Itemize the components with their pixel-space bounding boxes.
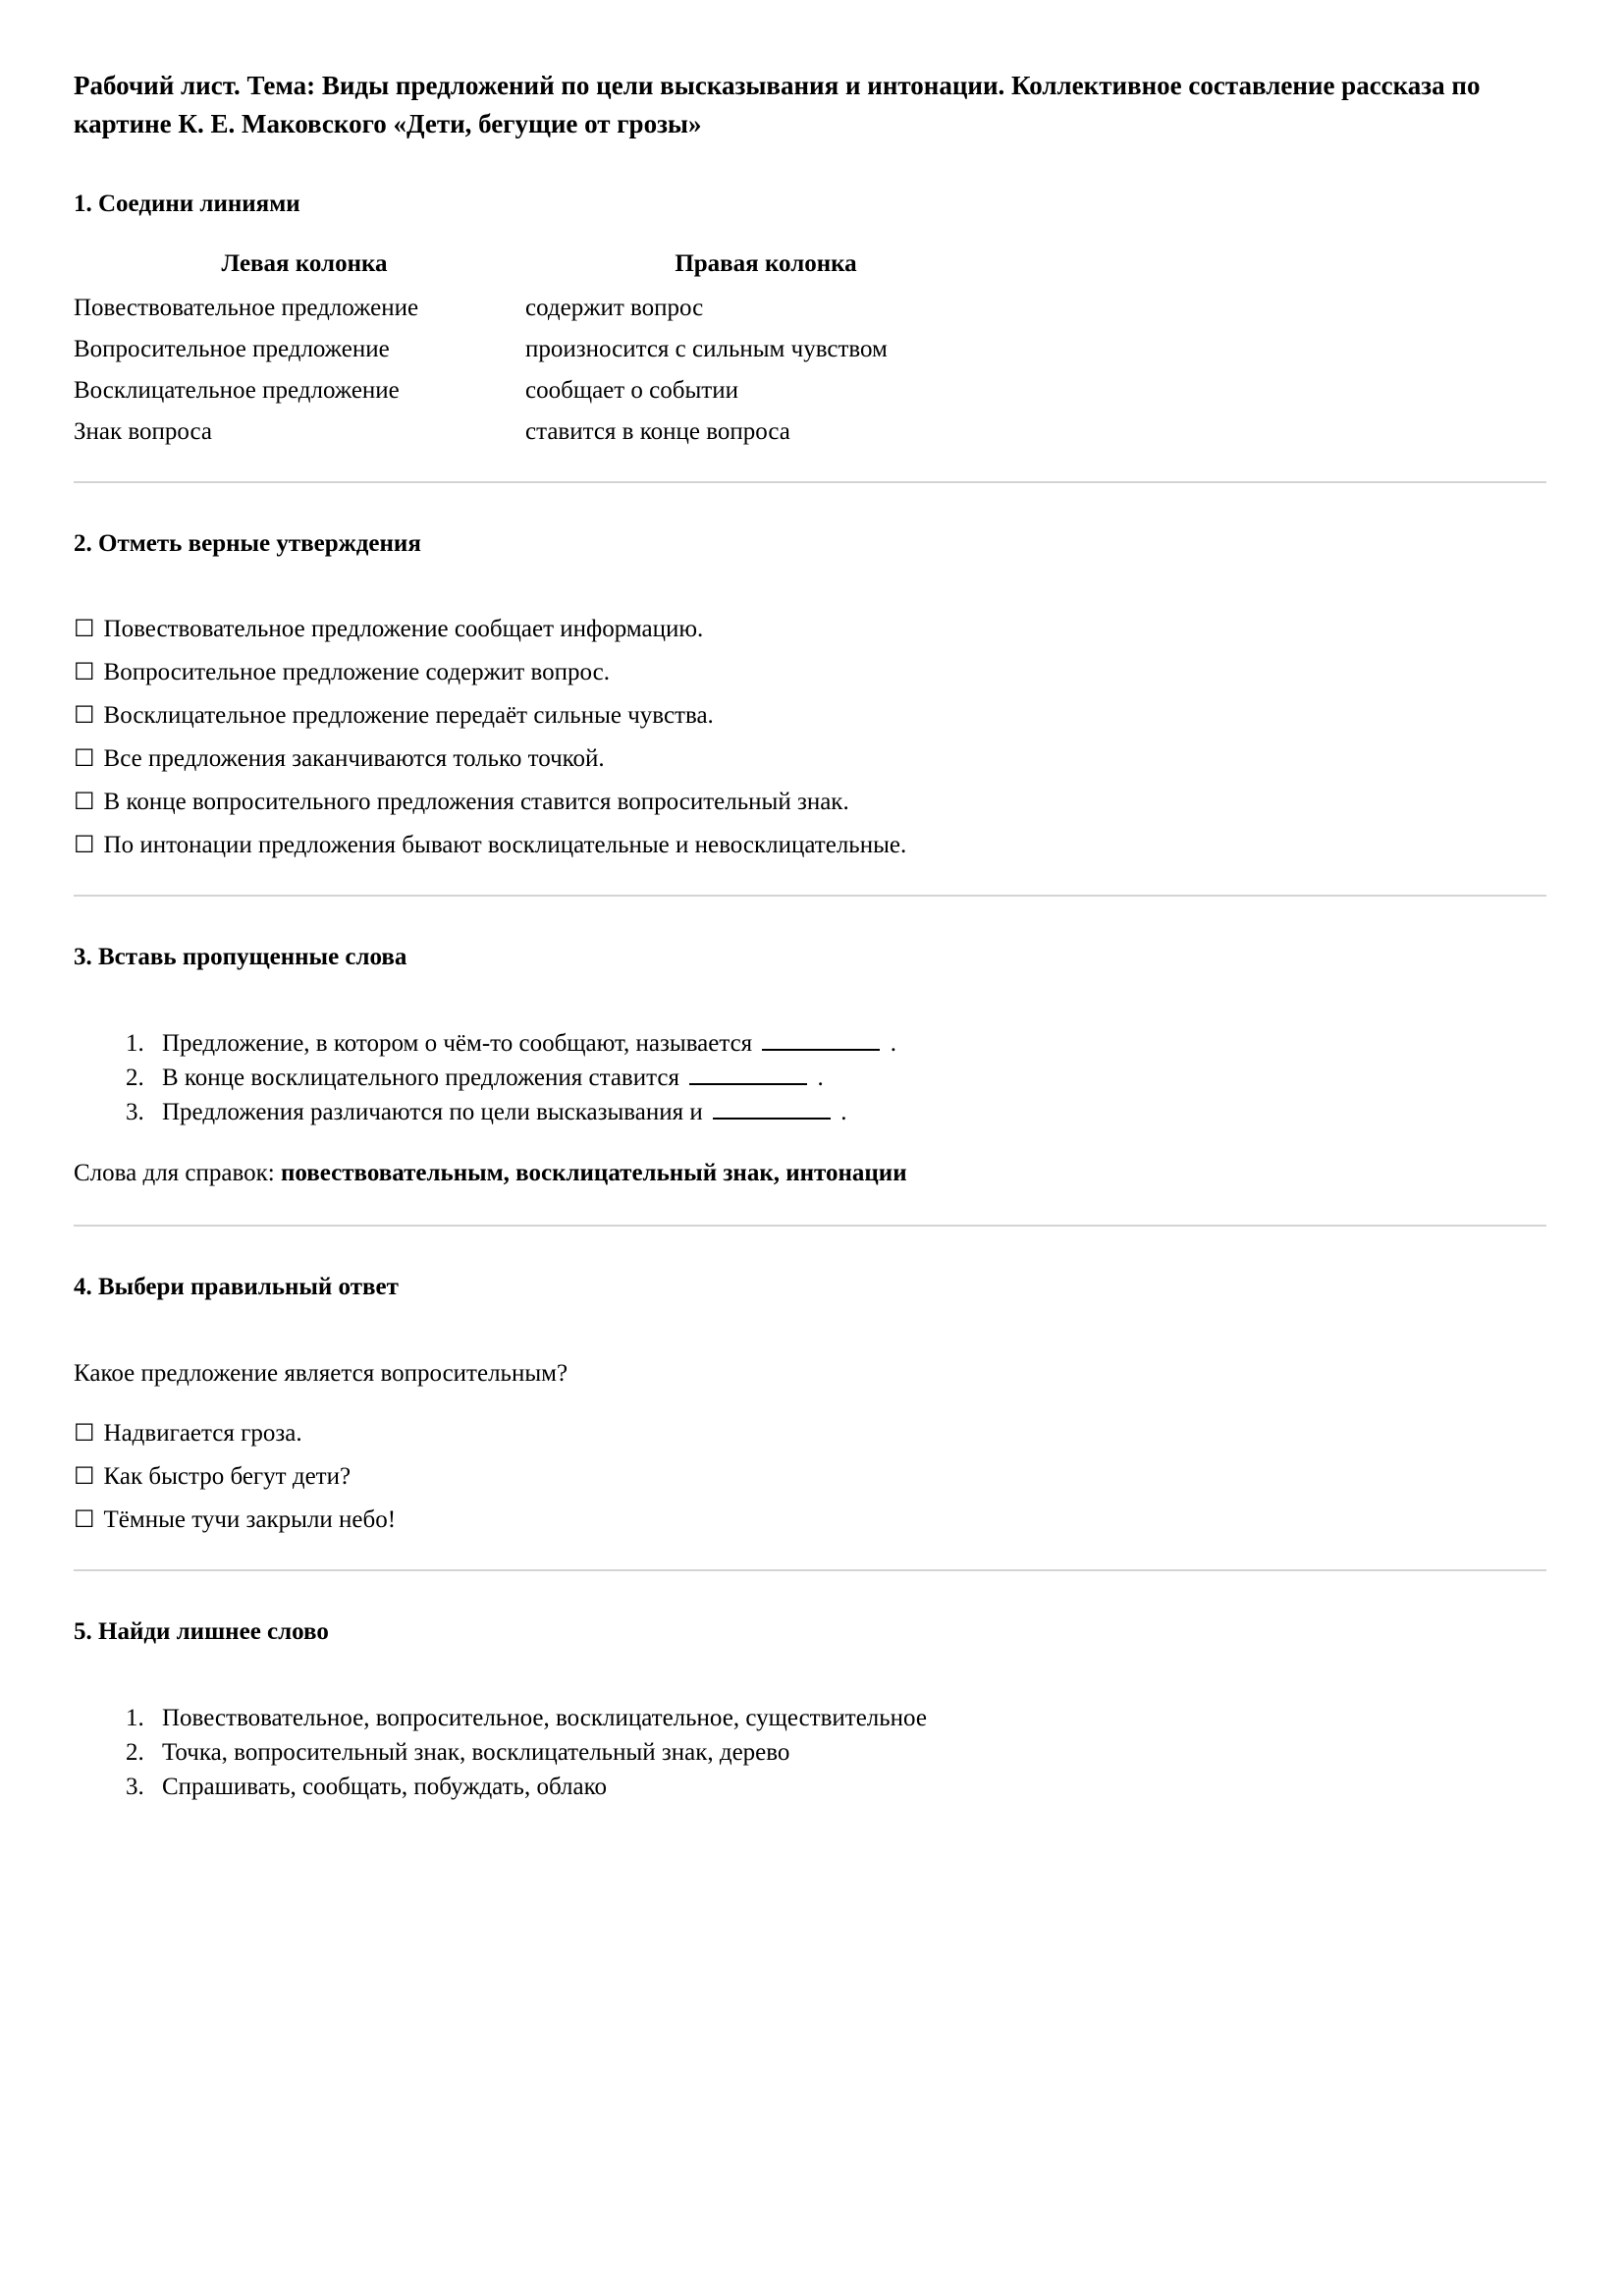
- section-4-heading: 4. Выбери правильный ответ: [74, 1273, 399, 1300]
- table-row[interactable]: [74, 296, 1549, 320]
- option-label: Надвигается гроза.: [103, 1420, 302, 1448]
- list-item[interactable]: 3. Спрашивать, сообщать, побуждать, облако: [150, 1775, 1549, 1799]
- blank-sentence-before: В конце восклицательного предложения ставится: [162, 1064, 679, 1091]
- column-header-left: Левая колонка: [221, 249, 388, 277]
- section-divider: [74, 1225, 1546, 1227]
- list-item: [150, 1066, 1549, 1090]
- matching-table: [74, 250, 1549, 444]
- list-item[interactable]: [74, 790, 1549, 814]
- statement-label: Вопросительное предложение содержит вопрос.: [103, 659, 610, 686]
- table-row[interactable]: [74, 378, 1549, 403]
- blank-sentence-after: .: [840, 1098, 847, 1125]
- list-item[interactable]: 2. Точка, вопросительный знак, восклицательный знак, дерево: [150, 1740, 1549, 1765]
- match-right-item[interactable]: сообщает о событии: [525, 376, 738, 404]
- section-3-fill-in-blanks: [74, 942, 1549, 1187]
- reference-words-label: Слова для справок:: [74, 1159, 275, 1186]
- list-item[interactable]: [74, 617, 1549, 641]
- checkbox-icon[interactable]: ☐: [74, 617, 95, 643]
- section-4-prompt: Какое предложение является вопросительным?: [74, 1360, 568, 1388]
- match-right-item[interactable]: произносится с сильным чувством: [525, 335, 888, 362]
- reference-words-values: повествовательным, восклицательный знак, интонации: [280, 1159, 907, 1186]
- list-item[interactable]: [74, 1464, 1549, 1489]
- option-label: Как быстро бегут дети?: [103, 1463, 352, 1491]
- blank-sentence-before: Предложение, в котором о чём-то сообщают, называется: [162, 1029, 753, 1057]
- match-left-item[interactable]: Восклицательное предложение: [74, 376, 400, 404]
- list-item[interactable]: [74, 703, 1549, 728]
- blank-input[interactable]: [689, 1083, 807, 1085]
- table-row[interactable]: [74, 337, 1549, 361]
- match-left-item[interactable]: Знак вопроса: [74, 417, 213, 445]
- blank-sentence-after: .: [817, 1064, 824, 1091]
- list-item[interactable]: 1. Повествовательное, вопросительное, восклицательное, существительное: [150, 1706, 1549, 1730]
- checkbox-icon[interactable]: ☐: [74, 790, 95, 816]
- fill-in-blank-list: [74, 1031, 1549, 1124]
- table-row[interactable]: [74, 419, 1549, 444]
- list-item: [150, 1031, 1549, 1056]
- checkbox-icon[interactable]: ☐: [74, 703, 95, 730]
- section-4-multiple-choice: [74, 1272, 1549, 1533]
- section-2-true-statements: [74, 528, 1549, 858]
- checkbox-icon[interactable]: ☐: [74, 1421, 95, 1448]
- match-left-item[interactable]: Вопросительное предложение: [74, 335, 390, 362]
- statement-label: Все предложения заканчиваются только точкой.: [103, 745, 605, 773]
- statement-label: По интонации предложения бывают восклицательные и невосклицательные.: [103, 832, 907, 859]
- blank-sentence-after: .: [890, 1029, 896, 1057]
- section-1-matching: [74, 189, 1549, 444]
- checkbox-icon[interactable]: ☐: [74, 833, 95, 859]
- list-item: [150, 1100, 1549, 1124]
- list-item[interactable]: [74, 1421, 1549, 1446]
- answer-option-list: [74, 1421, 1549, 1532]
- list-item[interactable]: [74, 1507, 1549, 1532]
- odd-word-list: [74, 1706, 1549, 1799]
- blank-input[interactable]: [762, 1049, 880, 1051]
- match-right-item[interactable]: содержит вопрос: [525, 294, 704, 321]
- statement-label: Повествовательное предложение сообщает информацию.: [103, 616, 704, 643]
- page-title: Рабочий лист. Тема: Виды предложений по цели высказывания и интонации. Коллективное составление рассказа по картине К. Е. Маковского «Дети, бегущие от грозы»: [74, 71, 1481, 139]
- checkbox-icon[interactable]: ☐: [74, 746, 95, 773]
- list-item[interactable]: [74, 833, 1549, 857]
- section-2-heading: 2. Отметь верные утверждения: [74, 529, 421, 557]
- section-3-heading: 3. Вставь пропущенные слова: [74, 944, 407, 971]
- checkbox-icon[interactable]: ☐: [74, 1464, 95, 1491]
- match-left-item[interactable]: Повествовательное предложение: [74, 294, 419, 321]
- section-5-heading: 5. Найди лишнее слово: [74, 1618, 329, 1646]
- column-header-right: Правая колонка: [675, 249, 857, 277]
- match-right-item[interactable]: ставится в конце вопроса: [525, 417, 790, 445]
- option-label: Тёмные тучи закрыли небо!: [103, 1506, 397, 1534]
- section-1-heading: 1. Соедини линиями: [74, 191, 300, 218]
- matching-table-header: [74, 250, 1549, 278]
- list-item[interactable]: [74, 660, 1549, 684]
- blank-input[interactable]: [713, 1118, 831, 1120]
- reference-words-line: [74, 1160, 1549, 1187]
- section-divider: [74, 1569, 1546, 1571]
- section-divider: [74, 481, 1546, 483]
- checkbox-icon[interactable]: ☐: [74, 660, 95, 686]
- statement-checkbox-list: [74, 617, 1549, 857]
- list-item[interactable]: [74, 746, 1549, 771]
- blank-sentence-before: Предложения различаются по цели высказывания и: [162, 1098, 703, 1125]
- statement-label: Восклицательное предложение передаёт сильные чувства.: [103, 702, 714, 730]
- section-5-odd-one-out: [74, 1616, 1549, 1799]
- statement-label: В конце вопросительного предложения ставится вопросительный знак.: [103, 789, 849, 816]
- section-divider: [74, 895, 1546, 897]
- checkbox-icon[interactable]: ☐: [74, 1507, 95, 1534]
